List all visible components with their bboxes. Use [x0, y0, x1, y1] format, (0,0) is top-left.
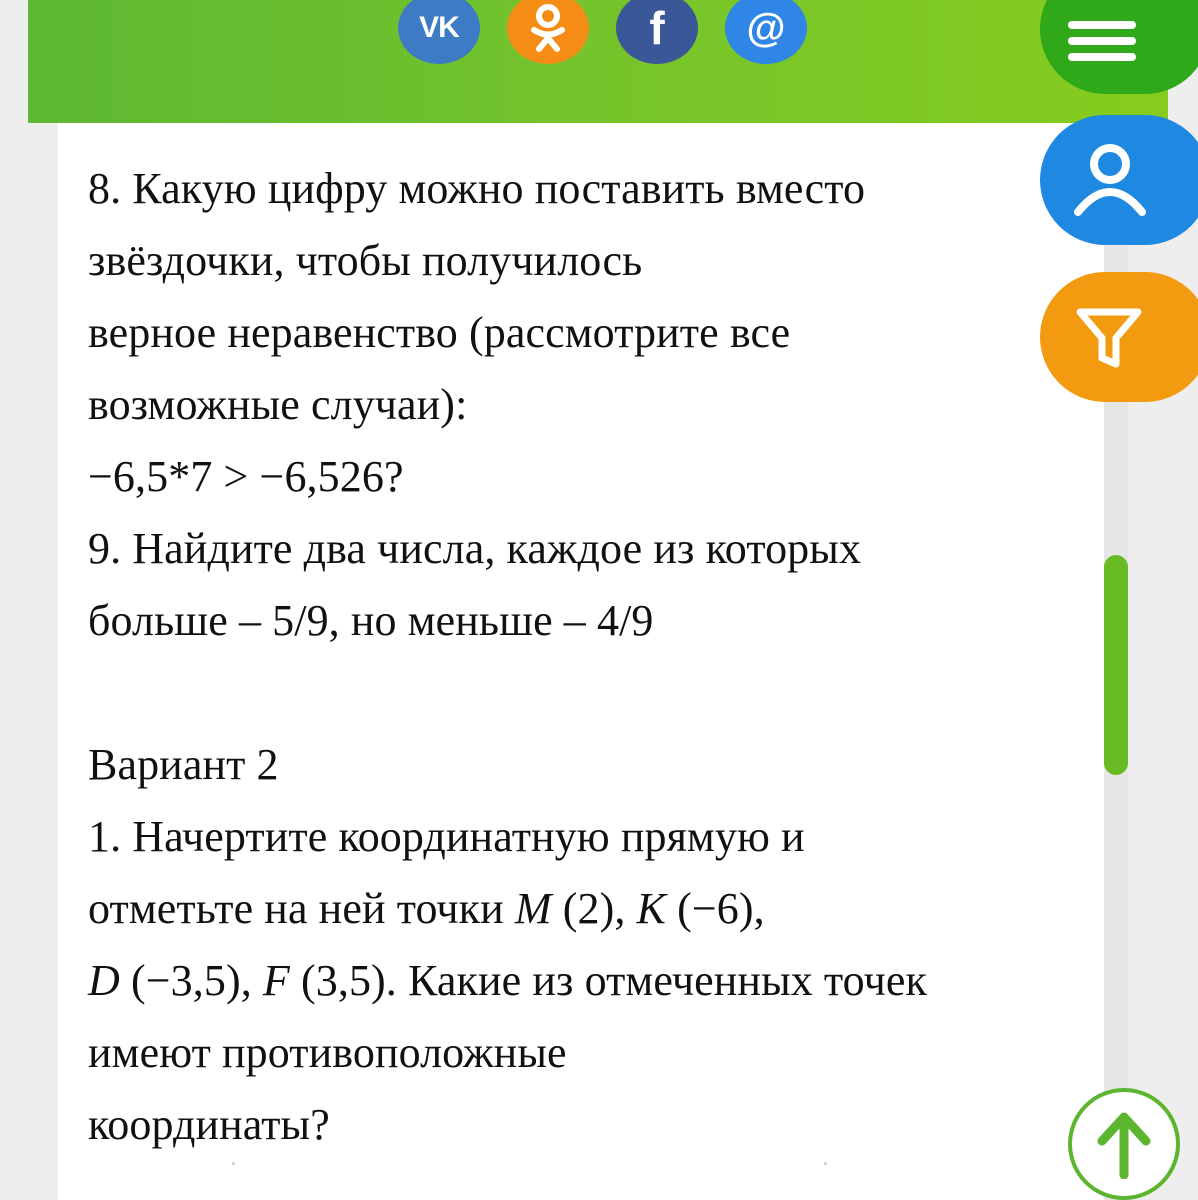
- filter-button[interactable]: [1040, 272, 1198, 402]
- user-button[interactable]: [1040, 115, 1198, 245]
- user-icon: [1070, 142, 1150, 218]
- task-line: 1. Начертите координатную прямую и: [88, 812, 805, 861]
- task-line: [88, 873, 1098, 945]
- header-banner: [28, 0, 1168, 123]
- task-line: −6,5*7 > −6,526?: [88, 452, 404, 501]
- task-line: 8. Какую цифру можно поставить вместо: [88, 164, 866, 213]
- task-line: возможные случаи):: [88, 380, 468, 429]
- vk-icon: VK: [419, 11, 459, 44]
- task-line: имеют противоположные: [88, 1028, 567, 1077]
- arrow-up-icon: [1094, 1109, 1154, 1179]
- filter-icon: [1074, 302, 1144, 372]
- task-line: больше – 5/9, но меньше – 4/9: [88, 596, 654, 645]
- task-line: координаты?: [88, 1100, 330, 1149]
- task-line: верное неравенство (рассмотрите все: [88, 308, 791, 357]
- task-line: [88, 945, 1098, 1017]
- scroll-to-top-button[interactable]: [1068, 1088, 1180, 1200]
- text-span: отметьте на ней точки: [88, 884, 515, 933]
- text-span: (−6),: [666, 884, 765, 933]
- article-text: [88, 153, 1098, 1161]
- task-line: звёздочки, чтобы получилось: [88, 236, 643, 285]
- text-span: (3,5). Какие из отмеченных точек: [289, 956, 927, 1005]
- mail-icon: @: [746, 5, 786, 50]
- paragraph-gap: [88, 657, 1098, 729]
- menu-button[interactable]: [1040, 0, 1198, 94]
- point-label: K: [636, 884, 666, 933]
- text-span: (2),: [551, 884, 637, 933]
- point-label: M: [514, 884, 552, 933]
- facebook-icon: f: [649, 2, 665, 54]
- scrollbar-thumb[interactable]: [1104, 555, 1128, 775]
- hamburger-icon: [1068, 17, 1138, 77]
- text-artifact-dot: [824, 1162, 827, 1165]
- variant-title: Вариант 2: [88, 740, 279, 789]
- point-label: F: [262, 956, 290, 1005]
- text-span: (−3,5),: [119, 956, 263, 1005]
- text-artifact-dot: [232, 1162, 235, 1165]
- point-label: D: [88, 956, 120, 1005]
- odnoklassniki-icon: [528, 3, 568, 53]
- task-line: 9. Найдите два числа, каждое из которых: [88, 524, 862, 573]
